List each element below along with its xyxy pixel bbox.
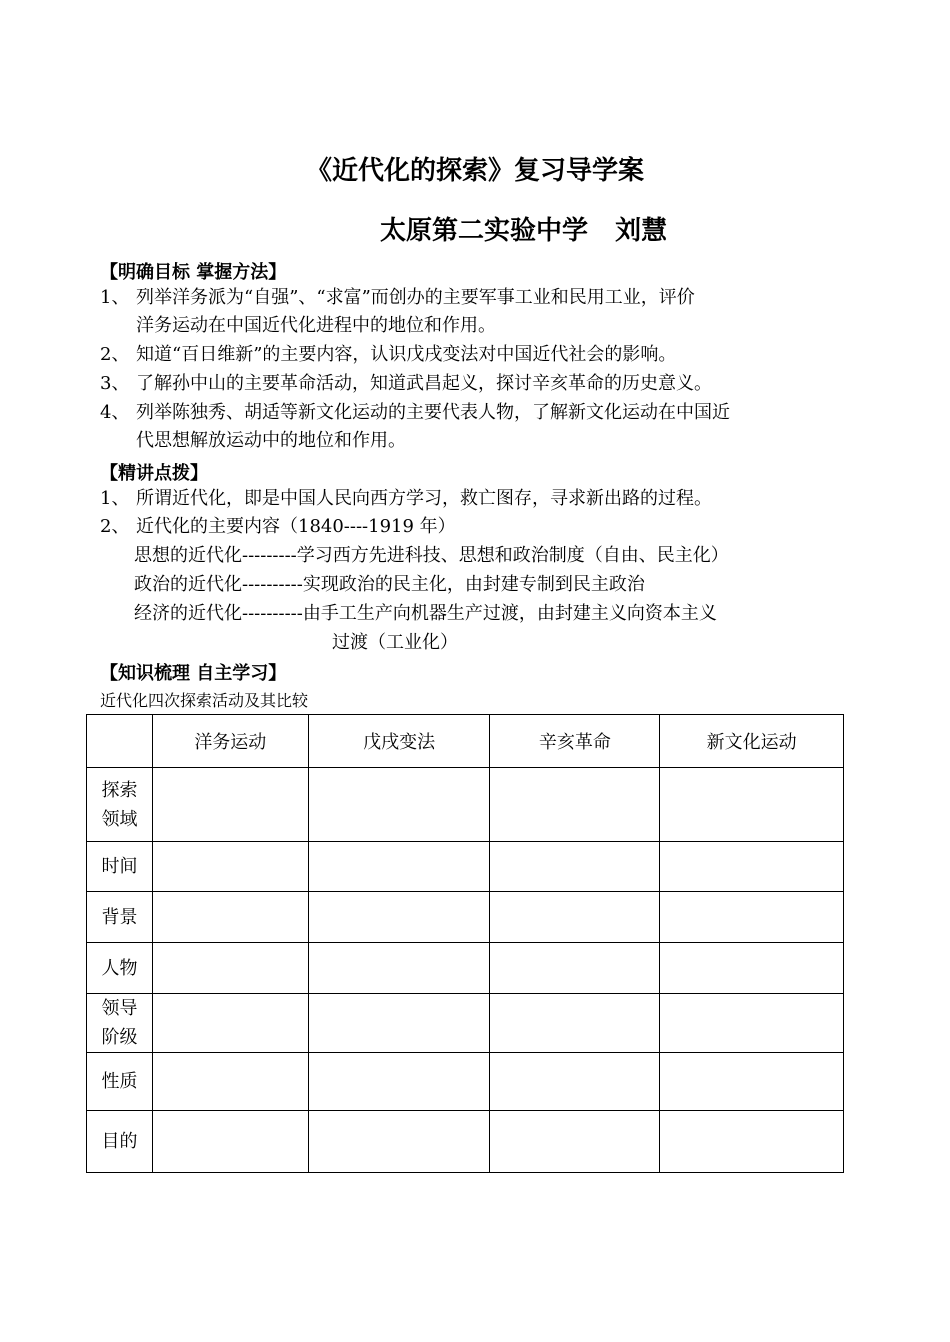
table-cell — [660, 943, 844, 994]
modernization-line-continuation: 过渡（工业化） — [332, 632, 458, 653]
modernization-line: 政治的近代化----------实现政治的民主化，由封建专制到民主政治 — [134, 574, 645, 595]
table-cell — [308, 943, 490, 994]
author-line: 太原第二实验中学 刘慧 — [380, 216, 668, 246]
table-cell — [152, 842, 308, 892]
table-row — [87, 842, 844, 892]
row-label: 目的 — [87, 1111, 153, 1173]
item-text: 所谓近代化，即是中国人民向西方学习，救亡图存，寻求新出路的过程。 — [136, 488, 712, 509]
header-cell: 新文化运动 — [660, 715, 844, 768]
point-item — [100, 513, 456, 541]
goal-item — [100, 284, 695, 312]
table-cell — [152, 994, 308, 1053]
item-text: 列举洋务派为“自强”、“求富”而创办的主要军事工业和民用工业，评价 — [136, 287, 695, 308]
table-cell — [660, 768, 844, 842]
table-cell — [308, 842, 490, 892]
item-number: 2、 — [100, 516, 130, 537]
goal-item — [100, 370, 712, 398]
modernization-line: 经济的近代化----------由手工生产向机器生产过渡，由封建主义向资本主义 — [134, 603, 717, 624]
header-cell: 戊戌变法 — [308, 715, 490, 768]
document-title: 《近代化的探索》复习导学案 — [305, 156, 644, 186]
table-cell — [308, 994, 490, 1053]
table-row — [87, 994, 844, 1053]
section-heading-knowledge: 【知识梳理 自主学习】 — [100, 663, 287, 684]
table-row — [87, 943, 844, 994]
table-cell — [308, 1111, 490, 1173]
header-cell: 辛亥革命 — [490, 715, 660, 768]
goal-item — [100, 341, 676, 369]
item-text: 了解孙中山的主要革命活动，知道武昌起义，探讨辛亥革命的历史意义。 — [136, 373, 712, 394]
table-cell — [490, 1111, 660, 1173]
row-label: 探索 领域 — [87, 768, 153, 842]
table-cell — [660, 994, 844, 1053]
table-header-row — [87, 715, 844, 768]
table-cell — [490, 768, 660, 842]
table-cell — [152, 892, 308, 943]
item-number: 2、 — [100, 344, 130, 365]
table-cell — [490, 943, 660, 994]
table-row — [87, 892, 844, 943]
table-cell — [152, 1111, 308, 1173]
row-label: 性质 — [87, 1053, 153, 1111]
table-cell — [660, 892, 844, 943]
goal-item-continuation: 代思想解放运动中的地位和作用。 — [136, 430, 406, 451]
table-cell — [152, 1053, 308, 1111]
table-caption: 近代化四次探索活动及其比较 — [100, 691, 309, 710]
goal-item-continuation: 洋务运动在中国近代化进程中的地位和作用。 — [136, 315, 496, 336]
table-cell — [660, 1053, 844, 1111]
table-cell — [660, 842, 844, 892]
table-cell — [308, 892, 490, 943]
table-row — [87, 1111, 844, 1173]
row-label: 时间 — [87, 842, 153, 892]
item-text: 知道“百日维新”的主要内容，认识戊戌变法对中国近代社会的影响。 — [136, 344, 677, 365]
table-cell — [308, 1053, 490, 1111]
table-cell — [490, 1053, 660, 1111]
item-text: 近代化的主要内容（1840----1919 年） — [136, 516, 456, 537]
table-cell — [308, 768, 490, 842]
goal-item — [100, 399, 730, 427]
item-number: 1、 — [100, 488, 130, 509]
table-cell — [490, 842, 660, 892]
section-heading-key-points: 【精讲点拨】 — [100, 463, 208, 484]
header-cell-empty — [87, 715, 153, 768]
item-text: 列举陈独秀、胡适等新文化运动的主要代表人物，了解新文化运动在中国近 — [136, 402, 730, 423]
item-number: 3、 — [100, 373, 130, 394]
section-heading-goals: 【明确目标 掌握方法】 — [100, 262, 287, 283]
comparison-table — [86, 714, 844, 1173]
table-cell — [660, 1111, 844, 1173]
table-cell — [152, 943, 308, 994]
table-cell — [490, 892, 660, 943]
row-label: 背景 — [87, 892, 153, 943]
item-number: 1、 — [100, 287, 130, 308]
row-label: 领导 阶级 — [87, 994, 153, 1053]
item-number: 4、 — [100, 402, 130, 423]
table-cell — [490, 994, 660, 1053]
row-label: 人物 — [87, 943, 153, 994]
table-row — [87, 1053, 844, 1111]
table-cell — [152, 768, 308, 842]
point-item — [100, 485, 712, 513]
table-row — [87, 768, 844, 842]
header-cell: 洋务运动 — [152, 715, 308, 768]
modernization-line: 思想的近代化---------学习西方先进科技、思想和政治制度（自由、民主化） — [134, 545, 729, 566]
